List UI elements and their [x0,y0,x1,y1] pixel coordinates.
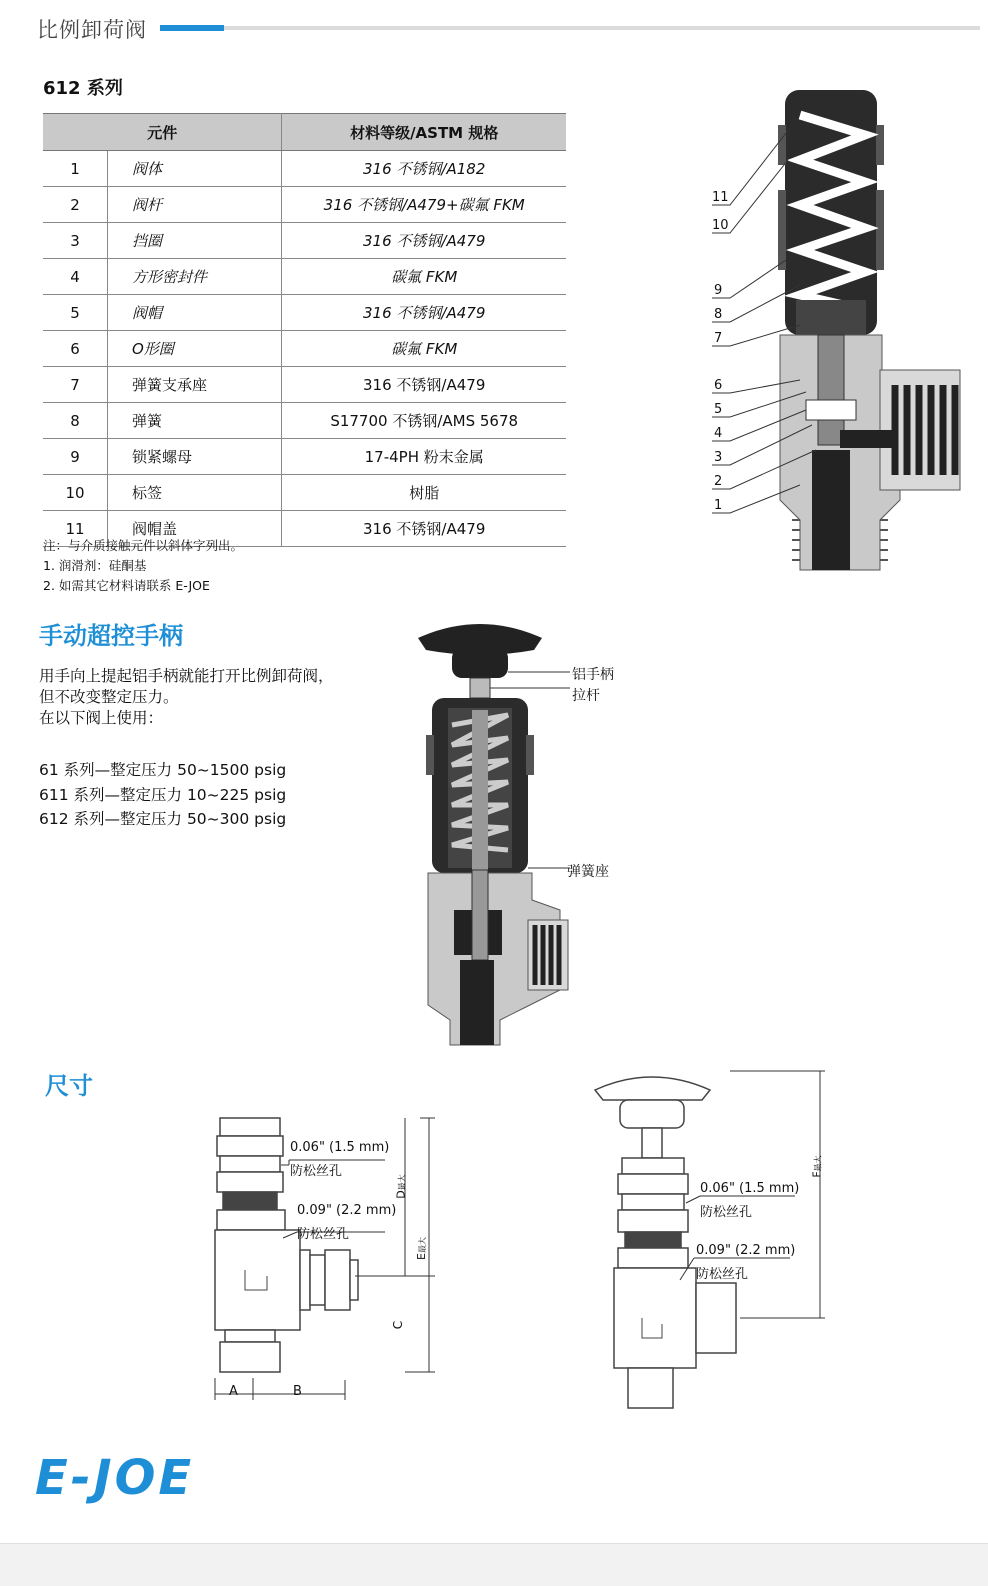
row-number: 5 [43,295,108,331]
series-title: 612 系列 [43,78,123,99]
callout-11: 11 [712,190,729,205]
header-material: 材料等级/ASTM 规格 [282,114,566,151]
material-spec: 316 不锈钢/A479 [282,295,566,331]
brand-logo: E-JOE [35,1450,195,1506]
part-name: 弹簧支承座 [108,367,282,403]
page-title: 比例卸荷阀 [37,18,147,42]
callout-6: 6 [714,378,723,393]
material-spec: 树脂 [282,475,566,511]
row-number: 11 [43,511,108,547]
table-row [43,187,566,223]
part-name: 阀体 [108,151,282,187]
material-spec: 316 不锈钢/A479+碳氟 FKM [282,187,566,223]
callout-7: 7 [714,331,723,346]
part-name: 阀杆 [108,187,282,223]
callout-3: 3 [714,450,723,465]
desc-line: 但不改变整定压力。 [39,688,179,706]
row-number: 7 [43,367,108,403]
dimension-drawing-left [205,1110,445,1410]
material-spec: 316 不锈钢/A479 [282,367,566,403]
series-item: 611 系列—整定压力 10~225 psig [39,785,287,804]
callout-1: 1 [714,498,723,513]
callout-4: 4 [714,426,723,441]
note-line: 注：与介质接触元件以斜体字列出。 [43,538,244,553]
dim-D: D最大 [394,1174,408,1199]
dimension-drawing-right [590,1068,830,1413]
table-row [43,331,566,367]
row-number: 8 [43,403,108,439]
hole2-size-right: 0.09" (2.2 mm) [696,1243,796,1258]
material-spec: 17-4PH 粉末金属 [282,439,566,475]
part-name: 弹簧 [108,403,282,439]
material-spec: 碳氟 FKM [282,259,566,295]
part-name: 阀帽盖 [108,511,282,547]
label-aluminum-handle: 铝手柄 [572,667,614,683]
row-number: 2 [43,187,108,223]
valve-cross-section [700,80,970,580]
callout-9: 9 [714,283,723,298]
material-spec: 316 不锈钢/A479 [282,223,566,259]
hole1-size: 0.06" (1.5 mm) [290,1140,390,1155]
header-divider [160,26,980,30]
materials-table [43,113,566,547]
callout-8: 8 [714,307,723,322]
row-number: 4 [43,259,108,295]
table-notes [43,536,243,596]
series-item: 612 系列—整定压力 50~300 psig [39,810,287,828]
table-row [43,403,566,439]
desc-line: 在以下阀上使用： [39,709,164,727]
dim-F: F最大 [810,1155,824,1178]
hole1-note: 防松丝孔 [290,1164,343,1179]
header-accent [160,25,224,31]
callout-10: 10 [712,218,729,233]
manual-override-valve-drawing [410,620,570,1055]
row-number: 6 [43,331,108,367]
manual-override-description [39,666,334,729]
hole2-size: 0.09" (2.2 mm) [297,1203,397,1218]
part-name: 方形密封件 [108,259,282,295]
desc-line: 用手向上提起铝手柄就能打开比例卸荷阀， [39,667,334,685]
table-row [43,295,566,331]
dim-B: B [293,1384,302,1399]
hole1-size-right: 0.06" (1.5 mm) [700,1181,800,1196]
hole2-note-right: 防松丝孔 [696,1267,749,1282]
row-number: 10 [43,475,108,511]
callout-5: 5 [714,402,723,417]
row-number: 3 [43,223,108,259]
part-name: 锁紧螺母 [108,439,282,475]
table-row [43,475,566,511]
table-row [43,151,566,187]
dimensions-heading: 尺寸 [45,1072,93,1100]
part-name: 标签 [108,475,282,511]
part-name: O形圈 [108,331,282,367]
table-row [43,259,566,295]
note-line: 1. 润滑剂：硅酮基 [43,558,147,573]
header-part: 元件 [43,114,282,151]
dim-C: C [391,1320,406,1330]
applicable-series-list [39,758,286,832]
hole1-note-right: 防松丝孔 [700,1205,753,1220]
table-row [43,439,566,475]
label-pull-rod: 拉杆 [572,688,600,704]
series-item: 61 系列—整定压力 50~1500 psig [39,761,287,779]
dim-E: E最大 [414,1237,428,1260]
table-row [43,223,566,259]
part-name: 阀帽 [108,295,282,331]
row-number: 9 [43,439,108,475]
material-spec: 316 不锈钢/A182 [282,151,566,187]
dim-A: A [229,1384,238,1399]
note-line: 2. 如需其它材料请联系 E-JOE [43,578,210,593]
material-spec: 316 不锈钢/A479 [282,511,566,547]
footer-band [0,1543,988,1586]
callout-2: 2 [714,474,723,489]
table-header-row [43,114,566,151]
material-spec: S17700 不锈钢/AMS 5678 [282,403,566,439]
table-row [43,367,566,403]
row-number: 1 [43,151,108,187]
part-name: 挡圈 [108,223,282,259]
manual-override-heading: 手动超控手柄 [39,622,183,650]
material-spec: 碳氟 FKM [282,331,566,367]
hole2-note: 防松丝孔 [297,1227,350,1242]
label-spring-seat: 弹簧座 [567,864,609,880]
